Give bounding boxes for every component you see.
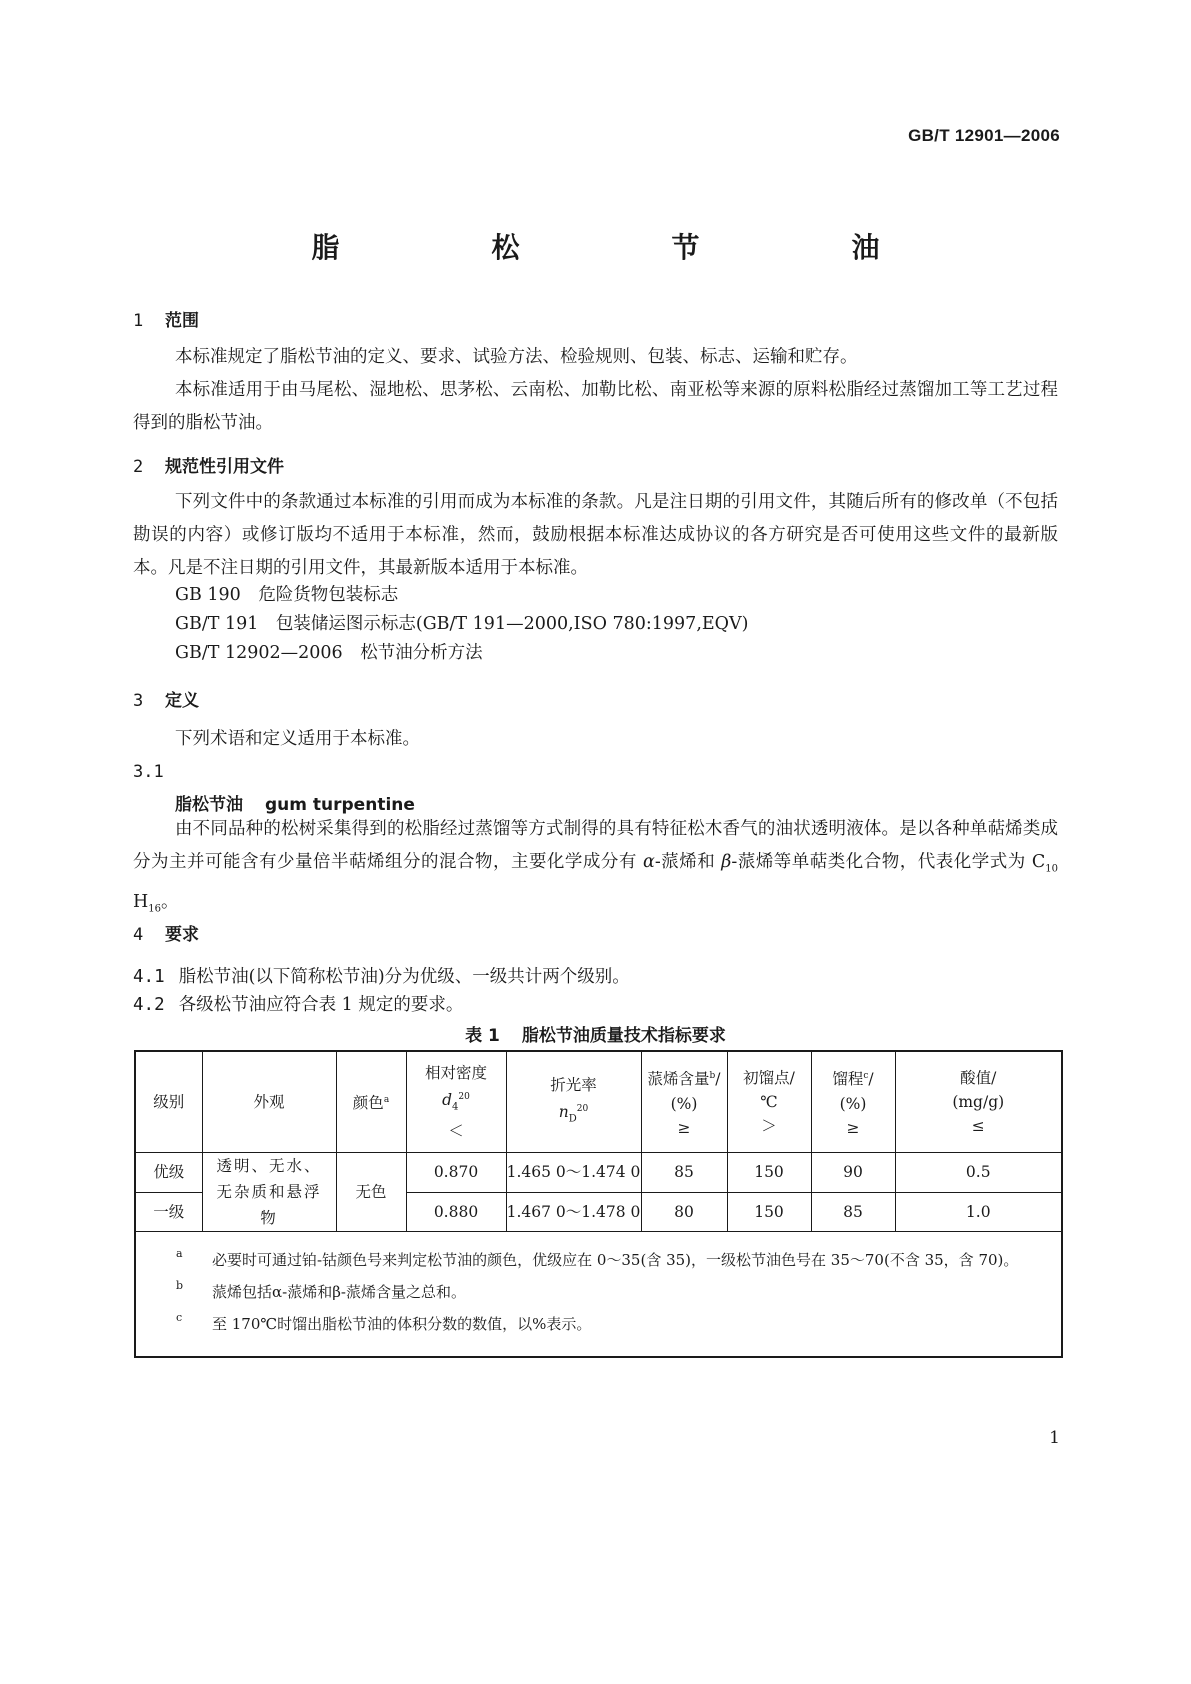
term-chinese: 脂松节油 — [175, 795, 243, 815]
section-title: 范围 — [165, 311, 199, 331]
clause-number: 4.1 — [133, 967, 165, 987]
note-marker: a — [176, 1247, 183, 1260]
term-definition — [133, 813, 1058, 925]
cell-refractive-index: 1.467 0～1.478 0 — [506, 1192, 641, 1232]
page-number: 1 — [1049, 1428, 1060, 1448]
header-initial-boiling-point — [727, 1051, 811, 1153]
header-unit: (%) — [670, 1094, 698, 1113]
cell-pinene: 80 — [641, 1192, 727, 1232]
header-pinene-content — [641, 1051, 727, 1153]
clause-4-1 — [133, 963, 630, 988]
header-density — [406, 1051, 506, 1153]
reference-code: GB/T 12902—2006 — [175, 643, 343, 663]
definition-text: 。 — [161, 891, 179, 912]
table-notes-row — [135, 1232, 1062, 1358]
header-acid-value — [895, 1051, 1062, 1153]
clause-text: 各级松节油应符合表 1 规定的要求。 — [178, 995, 464, 1015]
reference-name: 危险货物包装标志 — [258, 585, 399, 605]
table-note — [176, 1246, 1043, 1274]
section-title: 规范性引用文件 — [165, 457, 284, 477]
note-marker: c — [176, 1311, 183, 1324]
comparison-symbol: ≤ — [971, 1117, 985, 1135]
cell-appearance: 透明、无水、无杂质和悬浮物 — [202, 1153, 336, 1232]
cell-color: 无色 — [336, 1153, 406, 1232]
cell-density: 0.880 — [406, 1192, 506, 1232]
section-title: 要求 — [165, 925, 199, 945]
symbol-subscript: 4 — [452, 1101, 459, 1113]
header-refractive-index — [506, 1051, 641, 1153]
cell-grade: 优级 — [135, 1153, 202, 1193]
alpha-symbol: α — [642, 852, 655, 872]
clause-4-2 — [133, 991, 463, 1016]
header-text: 相对密度 — [424, 1063, 487, 1082]
note-text: 蒎烯包括α-蒎烯和β-蒎烯含量之总和。 — [212, 1283, 466, 1301]
header-text: 酸值/ — [960, 1069, 997, 1087]
definition-text: -蒎烯和 — [654, 852, 716, 872]
cell-initial-boiling-point: 150 — [727, 1153, 811, 1193]
beta-symbol: β — [721, 852, 732, 872]
section-number: 4 — [133, 925, 144, 945]
comparison-symbol: ≥ — [846, 1118, 860, 1137]
table-note — [176, 1310, 1043, 1338]
term-heading — [175, 790, 415, 815]
header-distillation — [811, 1051, 895, 1153]
footnote-marker: c — [863, 1071, 869, 1082]
header-label: 馏程$^c$/ — [832, 1070, 874, 1089]
table-header-row — [135, 1051, 1062, 1153]
table-caption — [0, 1021, 1191, 1046]
section-number: 2 — [133, 457, 144, 477]
reference-code: GB/T 191 — [175, 614, 259, 634]
header-text: 颜色 — [352, 1094, 384, 1113]
table-number: 表 1 — [465, 1026, 500, 1046]
reference-code: GB 190 — [175, 585, 241, 605]
header-unit: (%) — [839, 1094, 867, 1113]
symbol-letter: n — [558, 1103, 569, 1122]
cell-distillation: 85 — [811, 1192, 895, 1232]
section-1-para-1: 本标准规定了脂松节油的定义、要求、试验方法、检验规则、包装、标志、运输和贮存。 — [175, 347, 858, 367]
section-1-heading — [133, 306, 199, 331]
term-english: gum turpentine — [265, 795, 415, 815]
header-text: 蒎烯含量 — [647, 1070, 710, 1089]
cell-initial-boiling-point: 150 — [727, 1192, 811, 1232]
cell-grade: 一级 — [135, 1192, 202, 1232]
cell-acid-value: 1.0 — [895, 1192, 1062, 1232]
table-note — [176, 1278, 1043, 1306]
comparison-symbol: ≥ — [677, 1118, 691, 1137]
table-row — [135, 1153, 1062, 1193]
section-number: 3 — [133, 691, 144, 711]
header-text: 馏程 — [832, 1070, 864, 1089]
note-text: 必要时可通过铂-钴颜色号来判定松节油的颜色，优级应在 0～35(含 35)，一级松节油色号在 35～70(不含 35，含 70)。 — [212, 1251, 1019, 1269]
header-unit: (mg/g) — [952, 1093, 1005, 1111]
header-label: 蒎烯含量$^b$/ — [647, 1070, 721, 1089]
comparison-symbol: ＞ — [761, 1117, 777, 1135]
table-notes — [135, 1232, 1062, 1358]
note-marker: b — [176, 1279, 184, 1292]
comparison-symbol: ＜ — [448, 1122, 464, 1141]
header-text: 折光率 — [550, 1075, 597, 1094]
section-4-heading — [133, 920, 199, 945]
symbol-subscript: D — [568, 1113, 577, 1125]
reference-item — [175, 638, 483, 668]
footnote-marker: a — [383, 1095, 390, 1106]
section-title: 定义 — [165, 691, 199, 711]
clause-text: 脂松节油(以下简称松节油)分为优级、一级共计两个级别。 — [178, 967, 630, 987]
section-2-para-1: 下列文件中的条款通过本标准的引用而成为本标准的条款。凡是注日期的引用文件，其随后所有的修改单（不包括勘误的内容）或修订版均不适用于本标准，然而，鼓励根据本标准达成协议的各方研究是否可使用这些文件的最新版本。凡是不注日期的引用文件，其最新版本适用于本标准。 — [133, 492, 1058, 578]
note-text: 至 170℃时馏出脂松节油的体积分数的数值，以%表示。 — [212, 1315, 592, 1333]
header-grade: 级别 — [135, 1051, 202, 1153]
cell-pinene: 85 — [641, 1153, 727, 1193]
symbol-superscript: 20 — [458, 1091, 470, 1102]
section-3-para-1: 下列术语和定义适用于本标准。 — [175, 729, 420, 749]
refractive-symbol — [507, 1097, 641, 1131]
formula-element: H — [133, 891, 149, 912]
formula-subscript: 16 — [148, 903, 161, 914]
header-appearance: 外观 — [202, 1051, 336, 1153]
section-3-heading — [133, 686, 199, 711]
reference-item — [175, 580, 398, 610]
section-number: 1 — [133, 311, 144, 331]
cell-acid-value: 0.5 — [895, 1153, 1062, 1193]
section-2-heading — [133, 452, 284, 477]
section-1-para-2: 本标准适用于由马尾松、湿地松、思茅松、云南松、加勒比松、南亚松等来源的原料松脂经过蒸馏加工等工艺过程得到的脂松节油。 — [133, 380, 1058, 433]
reference-item — [175, 609, 748, 639]
footnote-marker: b — [709, 1071, 716, 1082]
header-unit: ℃ — [760, 1093, 778, 1111]
standard-code: GB/T 12901—2006 — [908, 126, 1060, 145]
density-symbol — [407, 1085, 506, 1119]
reference-name: 包装储运图示标志(GB/T 191—2000,ISO 780:1997,EQV) — [275, 614, 749, 634]
document-title: 脂 松 节 油 — [311, 231, 942, 264]
table-title: 脂松节油质量技术指标要求 — [521, 1026, 726, 1046]
clause-number: 4.2 — [133, 995, 165, 1015]
subclause-number: 3.1 — [133, 762, 164, 782]
cell-density: 0.870 — [406, 1153, 506, 1193]
symbol-superscript: 20 — [576, 1103, 589, 1114]
definition-text: 由不同品种的松树采集得到的松脂经过蒸馏等方式制得的具有特征松木香气的油状透明液体。是以各种单萜烯类成分为主并可能含有少量倍半萜烯组分的混合物，主要化学成分有 — [133, 819, 1058, 872]
symbol-letter: d — [442, 1091, 453, 1110]
quality-spec-table — [134, 1050, 1063, 1358]
header-color — [336, 1051, 406, 1153]
definition-text: -蒎烯等单萜类化合物，代表化学式为 C — [731, 852, 1046, 872]
formula-subscript: 10 — [1045, 863, 1058, 875]
cell-refractive-index: 1.465 0～1.474 0 — [506, 1153, 641, 1193]
cell-distillation: 90 — [811, 1153, 895, 1193]
header-text: 初馏点/ — [743, 1069, 795, 1087]
reference-name: 松节油分析方法 — [360, 643, 483, 663]
